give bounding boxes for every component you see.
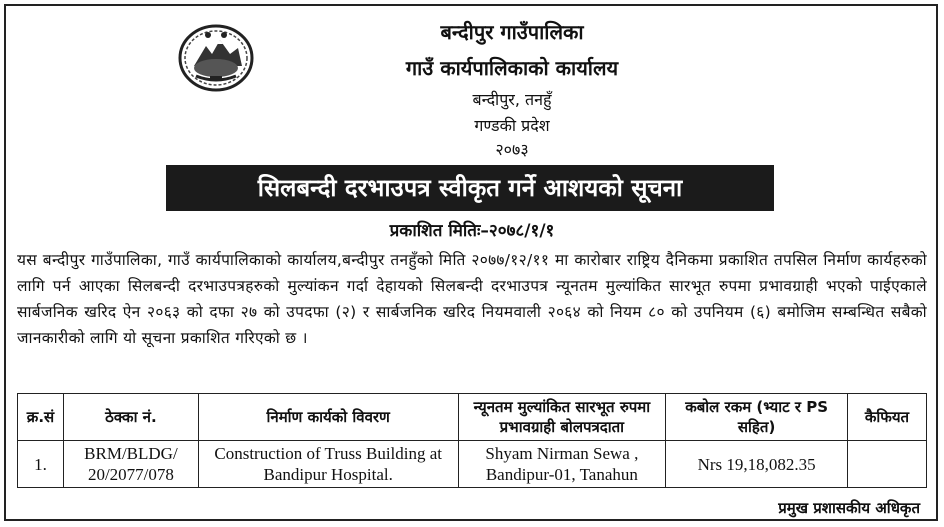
notice-body-text: यस बन्दीपुर गाउँपालिका, गाउँ कार्यपालिकाको कार्यालय,बन्दीपुर तनहुँको मिति २०७७/१२/११ मा कारोबार राष्ट्रिय दैनिकमा प्रकाशित तपसिल निर्माण कार्यहरुको लागि पर्न आएका सिलबन्दी दरभाउपत्रहरुको मुल्यांकन गर्दा देहायको सिलबन्दी दरभाउपत्र न्यूनतम मुल्यांकित सारभूत रुपमा प्रभावग्राही भएको पाईएकाले सार्बजनिक खरिद ऐन २०६३ को दफा २७ को उपदफा (२) र सार्बजनिक खरिद नियमवाली २०६४ को नियम ८० को उपनियम (६) बमोजिम सम्बन्धित सबैको जानकारीको लागि यो सूचना प्रकाशित गरिएको छ । <box>17 251 927 347</box>
notice-title-banner: सिलबन्दी दरभाउपत्र स्वीकृत गर्ने आशयको सूचना <box>166 165 774 211</box>
office-location: बन्दीपुर, तनहुँ <box>472 90 552 109</box>
table-row <box>18 441 927 488</box>
cell-bidder: Shyam Nirman Sewa , Bandipur-01, Tanahun <box>458 441 666 488</box>
signatory-title: प्रमुख प्रशासकीय अधिकृत <box>778 499 920 517</box>
established-year: २०७३ <box>495 140 529 159</box>
table-header-row <box>18 394 927 441</box>
cell-sn: 1. <box>18 441 64 488</box>
header-remarks: कैफियत <box>848 394 927 441</box>
published-date: प्रकाशित मितिः–२०७८/१/१ <box>389 221 555 241</box>
header-bidder: न्यूनतम मुल्यांकित सारभूत रुपमा प्रभावग्राही बोलपत्रदाता <box>458 394 666 441</box>
cell-contract-no: BRM/BLDG/ 20/2077/078 <box>63 441 198 488</box>
office-name: गाउँ कार्यपालिकाको कार्यालय <box>405 56 619 80</box>
province-name: गण्डकी प्रदेश <box>474 116 550 135</box>
bid-result-table <box>17 393 927 488</box>
cell-bid-amount: Nrs 19,18,082.35 <box>666 441 848 488</box>
header-sn: क्र.सं <box>18 394 64 441</box>
header-work-description: निर्माण कार्यको विवरण <box>198 394 458 441</box>
header-bid-amount: कबोल रकम (भ्याट र PS सहित) <box>666 394 848 441</box>
cell-work-description: Construction of Truss Building at Bandipur Hospital. <box>198 441 458 488</box>
cell-remarks <box>848 441 927 488</box>
header-contract-no: ठेक्का नं. <box>63 394 198 441</box>
municipality-name: बन्दीपुर गाउँपालिका <box>440 20 584 44</box>
